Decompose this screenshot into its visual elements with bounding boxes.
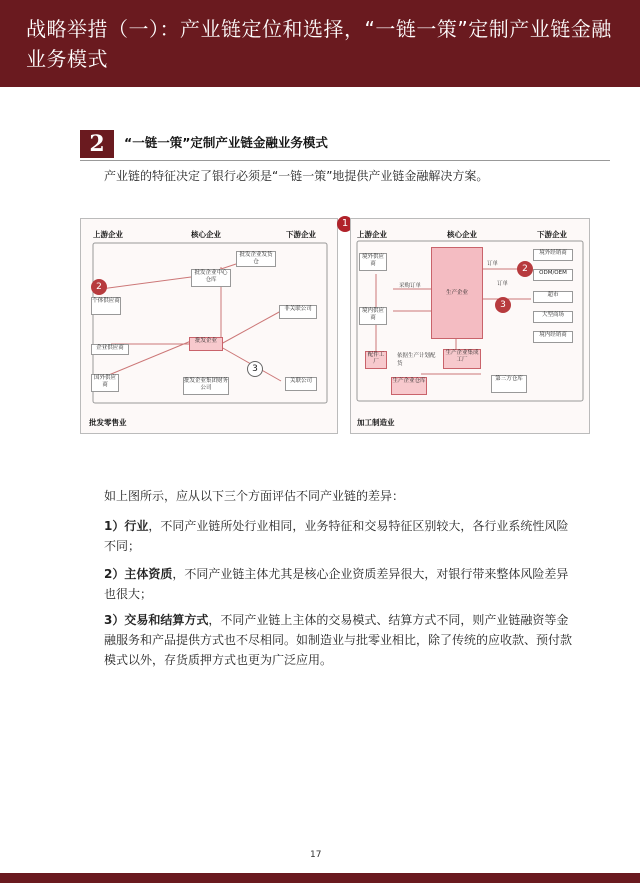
item-text: ，不同产业链上主体的交易模式、结算方式不同，则产业链融资等金融服务和产品提供方式也不尽相同。如制造业与批零业相比，除了传统的应收款、预付款模式以外，存货质押方式也更为广泛应用。: [104, 613, 573, 667]
body-lead: 如上图所示，应从以下三个方面评估不同产业链的差异：: [104, 489, 405, 503]
order-label-2: 订单: [497, 281, 509, 287]
right-marker-3: 3: [495, 297, 511, 313]
wholesale-enterprise: 批发企业: [189, 337, 223, 351]
supermarket: 超市: [533, 291, 573, 303]
manufacturing-diagram: [350, 218, 590, 434]
page-number: 17: [310, 850, 322, 860]
body-item-industry: [104, 516, 580, 556]
wholesale-retail-diagram: [80, 218, 338, 434]
diagram-number-badge: 1: [337, 216, 353, 232]
individual-supplier: 个体供应商: [91, 297, 121, 315]
item-text: ，不同产业链所处行业相同，业务特征和交易特征区别较大，各行业系统性风险不同；: [104, 519, 569, 553]
right-col-downstream: 下游企业: [537, 230, 567, 239]
foreign-supplier: 国外供应商: [91, 374, 119, 392]
parts-factory: 配件工厂: [365, 351, 387, 369]
item-label: 2）主体资质: [104, 567, 173, 581]
order-label-1: 订单: [487, 261, 499, 267]
right-marker-2: 2: [517, 261, 533, 277]
related-company: 关联公司: [285, 377, 317, 391]
section-number-badge: 2: [80, 130, 114, 158]
enterprise-supplier: 企业供应商: [91, 344, 129, 355]
domestic-distributor: 境内经销商: [533, 331, 573, 343]
item-label: 3）交易和结算方式: [104, 613, 209, 627]
foreign-supplier-r: 境外供应商: [359, 253, 387, 271]
foreign-distributor: 境外经销商: [533, 249, 573, 261]
page-header: [0, 0, 640, 87]
third-party-warehouse: 第三方仓库: [491, 375, 527, 393]
left-col-downstream: 下游企业: [286, 230, 316, 239]
odm-oem: ODM/OEM: [533, 269, 573, 281]
footer-band: [0, 873, 640, 883]
page-title: 战略举措（一）：产业链定位和选择，“一链一策”定制产业链金融业务模式: [26, 17, 612, 71]
right-col-core: 核心企业: [447, 230, 477, 239]
right-footer: 加工制造业: [357, 418, 395, 427]
item-label: 1）行业: [104, 519, 149, 533]
manufacturer-warehouse: 生产企业仓库: [391, 377, 427, 395]
left-footer: 批发零售业: [89, 418, 127, 427]
allocation-plan-text: 依据生产计划配货: [397, 353, 436, 367]
group-finance-company: 批发企业集团财务公司: [183, 377, 229, 395]
left-col-upstream: 上游企业: [93, 230, 123, 239]
wholesale-dispatch-warehouse: 批发企业发货仓: [236, 251, 276, 267]
left-marker-3: 3: [247, 361, 263, 377]
manufacturer-core: 生产企业: [431, 247, 483, 339]
unrelated-company: 非关联公司: [279, 305, 317, 319]
department-store: 大型商场: [533, 311, 573, 323]
integrated-factory: 生产企业集成工厂: [443, 349, 481, 369]
left-col-core: 核心企业: [191, 230, 221, 239]
item-text: ，不同产业链主体尤其是核心企业资质差异很大，对银行带来整体风险差异也很大；: [104, 567, 569, 601]
section-title: “一链一策”定制产业链金融业务模式: [124, 135, 328, 150]
wholesale-diagram-lines: [81, 219, 337, 433]
body-item-settlement: [104, 610, 580, 670]
wholesale-central-warehouse: 批发企业中心仓库: [191, 269, 231, 287]
body-item-qualification: [104, 564, 580, 604]
section-divider: [80, 160, 610, 161]
domestic-supplier-r: 境内供应商: [359, 307, 387, 325]
purchase-order-label: 采购订单: [399, 283, 422, 289]
left-marker-2: 2: [91, 279, 107, 295]
right-col-upstream: 上游企业: [357, 230, 387, 239]
section-intro: 产业链的特征决定了银行必须是“一链一策”地提供产业链金融解决方案。: [104, 169, 489, 183]
